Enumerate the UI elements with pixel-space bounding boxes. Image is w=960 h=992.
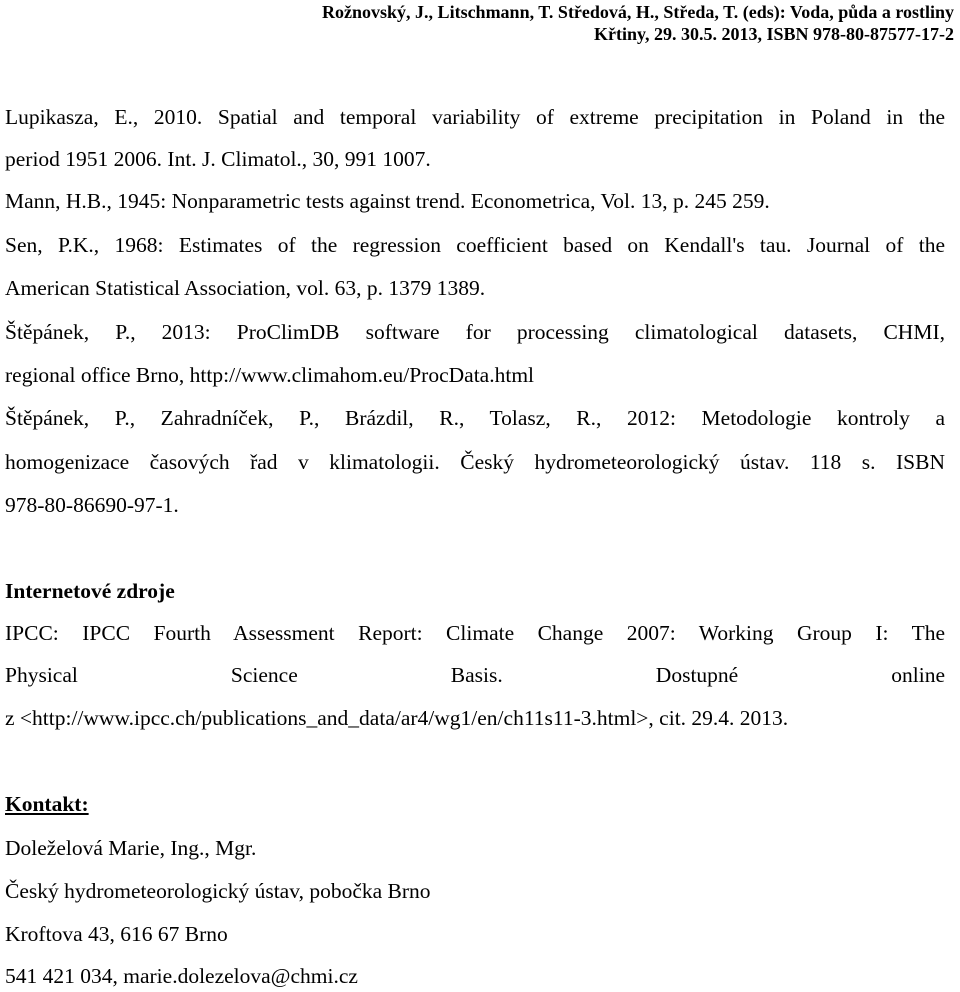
contact-phone-email: 541 421 034, marie.dolezelova@chmi.cz xyxy=(5,964,358,988)
reference-stepanek-2012-line2: homogenizace časových řad v klimatologii. Český hydrometeorologický ústav. 118 s. ISBN xyxy=(5,450,945,474)
header-citation-line1: Rožnovský, J., Litschmann, T. Středová, H., Středa, T. (eds): Voda, půda a rostliny xyxy=(322,2,954,22)
reference-lupikasza-line2: period 1951 2006. Int. J. Climatol., 30, 991 1007. xyxy=(5,147,431,171)
ipcc-line3: z <http://www.ipcc.ch/publications_and_data/ar4/wg1/en/ch11s11-3.html>, cit. 29.4. 2013. xyxy=(5,706,789,730)
reference-lupikasza-line1: Lupikasza, E., 2010. Spatial and temporal variability of extreme precipitation in Poland in the xyxy=(5,105,945,129)
reference-mann: Mann, H.B., 1945: Nonparametric tests against trend. Econometrica, Vol. 13, p. 245 259. xyxy=(5,189,770,213)
contact-address: Kroftova 43, 616 67 Brno xyxy=(5,922,228,946)
reference-stepanek-2013-line1: Štěpánek, P., 2013: ProClimDB software for processing climatological datasets, CHMI, xyxy=(5,320,945,344)
ipcc-line1: IPCC: IPCC Fourth Assessment Report: Climate Change 2007: Working Group I: The xyxy=(5,621,945,645)
internet-sources-heading: Internetové zdroje xyxy=(5,579,175,603)
reference-sen-line1: Sen, P.K., 1968: Estimates of the regression coefficient based on Kendall's tau. Journal of the xyxy=(5,233,945,257)
ipcc-line2: Physical Science Basis. Dostupné online xyxy=(5,663,945,687)
contact-heading: Kontakt: xyxy=(5,792,89,816)
reference-stepanek-2013-line2: regional office Brno, http://www.climahom.eu/ProcData.html xyxy=(5,363,535,387)
contact-name: Doleželová Marie, Ing., Mgr. xyxy=(5,836,257,860)
contact-organization: Český hydrometeorologický ústav, pobočka Brno xyxy=(5,879,431,903)
header-citation-line2: Křtiny, 29. 30.5. 2013, ISBN 978-80-87577-17-2 xyxy=(594,24,954,44)
reference-stepanek-2012-line3: 978-80-86690-97-1. xyxy=(5,493,179,517)
reference-stepanek-2012-line1: Štěpánek, P., Zahradníček, P., Brázdil, R., Tolasz, R., 2012: Metodologie kontroly a xyxy=(5,406,945,430)
reference-sen-line2: American Statistical Association, vol. 63, p. 1379 1389. xyxy=(5,276,486,300)
